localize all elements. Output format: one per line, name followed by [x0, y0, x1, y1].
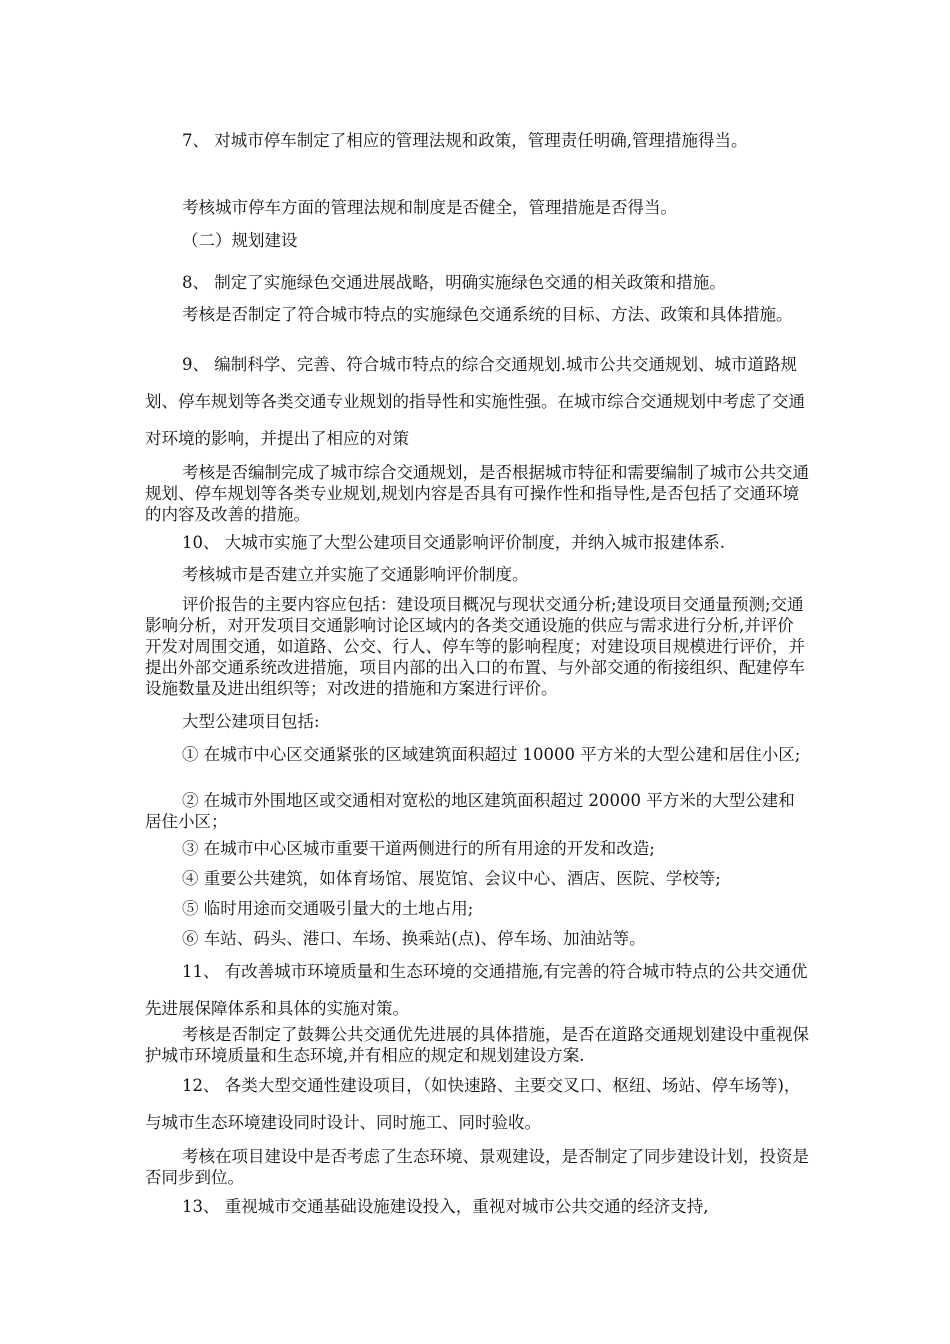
assess-11-paragraph: 考核是否制定了鼓舞公共交通优先进展的具体措施，是否在道路交通规划建设中重视保护城市环境质量和生态环境,并有相应的规定和规划建设方案.: [145, 1025, 809, 1065]
section-heading-planning: （二）规划建设: [182, 231, 298, 250]
item-10-paragraph: 10、 大城市实施了大型公建项目交通影响评价制度，并纳入城市报建体系.: [182, 533, 725, 552]
list-item-6: ⑥ 车站、码头、港口、车场、换乘站(点)、停车场、加油站等。: [182, 929, 646, 948]
list-item-5: ⑤ 临时用途而交通吸引量大的土地占用;: [182, 899, 474, 918]
item-12-paragraph: 12、 各类大型交通性建设项目，（如快速路、主要交叉口、枢纽、场站、停车场等)，与城市生态环境建设同时设计、同时施工、同时验收。: [145, 1076, 801, 1132]
list-item-3: ③ 在城市中心区城市重要干道两侧进行的所有用途的开发和改造;: [182, 839, 655, 858]
report-content-paragraph: 评价报告的主要内容应包括：建设项目概况与现状交通分析;建设项目交通量预测;交通影响分析，对开发项目交通影响讨论区域内的各类交通设施的供应与需求进行分析,并评价开发对周围交通，如道路、公交、行人、停车等的影响程度；对建设项目规模进行评价，并提出外部交通系统改进措施，项目内部的出入口的布置、与外部交通的衔接组织、配建停车设施数量及进出组织等；对改进的措施和方案进行评价。: [145, 595, 805, 698]
assess-8-paragraph: 考核是否制定了符合城市特点的实施绿色交通系统的目标、方法、政策和具体措施。: [182, 305, 793, 324]
assess-10-paragraph: 考核城市是否建立并实施了交通影响评价制度。: [182, 565, 529, 584]
list-item-1: ① 在城市中心区交通紧张的区域建筑面积超过 10000 平方米的大型公建和居住小区;: [182, 745, 801, 764]
item-13-paragraph: 13、 重视城市交通基础设施建设投入，重视对城市公共交通的经济支持,: [182, 1197, 709, 1216]
item-8-paragraph: 8、 制定了实施绿色交通进展战略，明确实施绿色交通的相关政策和措施。: [182, 273, 726, 292]
item-9-paragraph: 9、 编制科学、完善、符合城市特点的综合交通规划.城市公共交通规划、城市道路规划、停车规划等各类交通专业规划的指导性和实施性强。在城市综合交通规划中考虑了交通对环境的影响，并提出了相应的对策: [145, 355, 805, 448]
item-11-paragraph: 11、 有改善城市环境质量和生态环境的交通措施,有完善的符合城市特点的公共交通优先进展保障体系和具体的实施对策。: [145, 962, 808, 1018]
item-7-paragraph: 7、 对城市停车制定了相应的管理法规和政策，管理责任明确,管理措施得当。: [182, 131, 748, 150]
list-item-4: ④ 重要公共建筑，如体育场馆、展览馆、会议中心、酒店、医院、学校等;: [182, 869, 721, 888]
assess-9-paragraph: 考核是否编制完成了城市综合交通规划，是否根据城市特征和需要编制了城市公共交通规划、停车规划等各类专业规划,规划内容是否具有可操作性和指导性,是否包括了交通环境的内容及改善的措施。: [145, 463, 809, 524]
large-projects-heading: 大型公建项目包括:: [182, 712, 320, 731]
assess-12-paragraph: 考核在项目建设中是否考虑了生态环境、景观建设，是否制定了同步建设计划，投资是否同步到位。: [145, 1147, 809, 1187]
list-item-2: ② 在城市外围地区或交通相对宽松的地区建筑面积超过 20000 平方米的大型公建和居住小区；: [145, 791, 795, 831]
assess-7-paragraph: 考核城市停车方面的管理法规和制度是否健全，管理措施是否得当。: [182, 198, 677, 217]
